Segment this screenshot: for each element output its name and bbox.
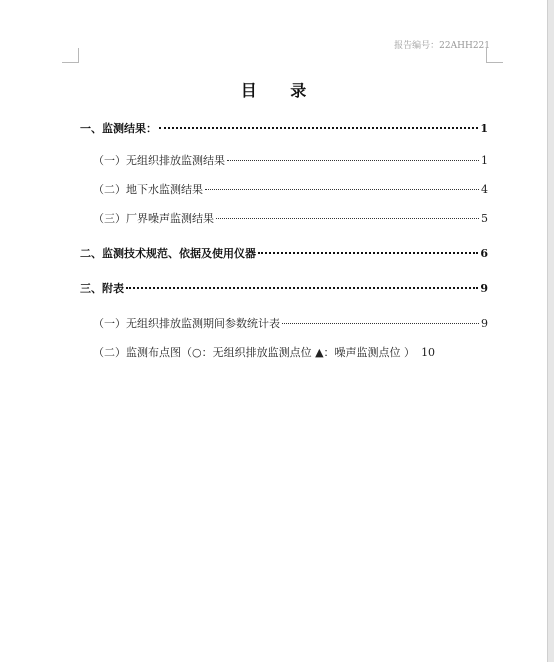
dot-leader — [159, 127, 478, 129]
toc-entry-fugitive-emission-results[interactable] — [93, 152, 488, 168]
toc-entry-label: （二）地下水监测结果 — [93, 183, 203, 196]
dot-leader — [126, 287, 478, 289]
toc-entry-technical-specs[interactable] — [80, 245, 488, 261]
toc-entry-monitoring-results[interactable] — [80, 120, 488, 136]
toc-entry-page: 5 — [481, 212, 488, 225]
crop-mark-top-right — [486, 48, 503, 63]
toc-entry-label: （一）无组织排放监测期间参数统计表 — [93, 317, 280, 330]
toc-entry-boundary-noise-results[interactable] — [93, 210, 488, 226]
toc-entry-label: 三、附表 — [80, 282, 124, 295]
dot-leader — [205, 189, 479, 190]
dot-leader — [227, 160, 479, 161]
toc-entry-label: 二、监测技术规范、依据及使用仪器 — [80, 247, 256, 260]
toc-entry-parameter-table[interactable] — [93, 315, 488, 331]
toc-entry-monitoring-point-map[interactable] — [93, 344, 435, 360]
toc-entry-label: （二）监测布点图（○：无组织排放监测点位 ▲：噪声监测点位 ） — [93, 346, 416, 359]
toc-entry-label: （三）厂界噪声监测结果 — [93, 212, 214, 225]
toc-entry-page: 4 — [481, 183, 488, 196]
dot-leader — [282, 323, 479, 324]
toc-entry-page: 9 — [481, 317, 488, 330]
toc-entry-appendix[interactable] — [80, 280, 488, 296]
toc-entry-groundwater-results[interactable] — [93, 181, 488, 197]
toc-entry-page: 6 — [480, 247, 488, 260]
report-number: 报告编号：22AHH221 — [394, 41, 490, 51]
toc-entry-page: 10 — [421, 346, 436, 359]
dot-leader — [216, 218, 479, 219]
toc-title: 目 录 — [240, 81, 321, 100]
toc-entry-page: 9 — [480, 282, 488, 295]
toc-entry-page: 1 — [480, 122, 488, 135]
toc-entry-label: 一、监测结果： — [80, 122, 157, 135]
toc-entry-page: 1 — [481, 154, 488, 167]
toc-entry-label: （一）无组织排放监测结果 — [93, 154, 225, 167]
dot-leader — [258, 252, 478, 254]
crop-mark-top-left — [62, 48, 79, 63]
